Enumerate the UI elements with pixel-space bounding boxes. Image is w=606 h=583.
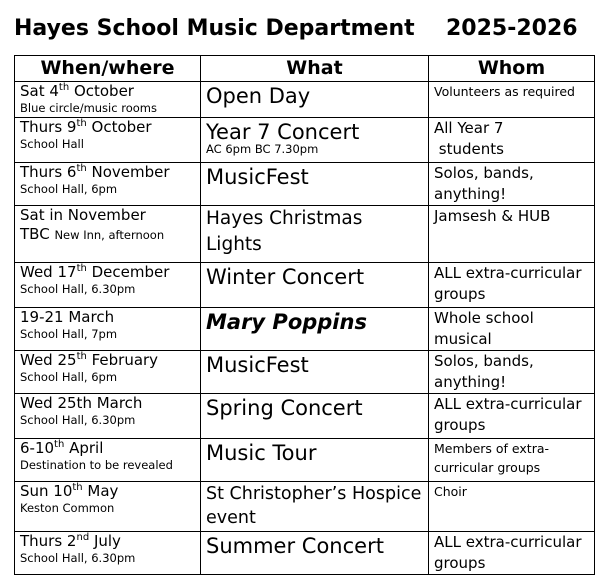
event-location: School Hall, 6pm (20, 182, 118, 196)
when-cell (15, 263, 201, 308)
when-cell (15, 163, 201, 206)
column-header-whom: Whom (429, 56, 595, 82)
event-date: Thurs 6th November (20, 163, 170, 181)
event-name: Year 7 Concert (206, 120, 360, 144)
when-cell (15, 482, 201, 532)
event-date: Sun 10th May (20, 482, 119, 500)
when-cell (15, 394, 201, 439)
event-location: School Hall, 7pm (20, 327, 118, 341)
event-audience: Solos, bands, anything! (434, 352, 534, 391)
event-location: School Hall, 6pm (20, 370, 118, 384)
page-title (14, 12, 594, 46)
event-location: School Hall, 6.30pm (20, 282, 136, 296)
event-date: Wed 25th March (20, 394, 143, 412)
when-cell (15, 206, 201, 263)
event-date: 6-10th April (20, 439, 104, 457)
what-cell (201, 163, 429, 206)
table-row (15, 439, 595, 482)
event-location: School Hall, 6.30pm (20, 551, 136, 565)
event-name: Mary Poppins (206, 310, 367, 334)
table-row (15, 308, 595, 351)
what-cell (201, 118, 429, 163)
table-row (15, 118, 595, 163)
whom-cell (429, 118, 595, 163)
table-row (15, 206, 595, 263)
header-row (15, 56, 595, 82)
event-date: Sat 4th October (20, 82, 134, 100)
whom-cell (429, 308, 595, 351)
when-cell (15, 82, 201, 118)
event-audience: All Year 7 students (434, 119, 504, 158)
event-location: Destination to be revealed (20, 458, 173, 472)
table-row (15, 482, 595, 532)
event-location: Blue circle/music rooms (20, 101, 157, 115)
column-header-when: When/where (15, 56, 201, 82)
event-date: Wed 25th February (20, 351, 159, 369)
event-date: Wed 17th December (20, 263, 170, 281)
event-date: Thurs 9th October (20, 118, 152, 136)
event-name: Open Day (206, 84, 311, 108)
what-cell (201, 394, 429, 439)
what-cell (201, 82, 429, 118)
event-name: Winter Concert (206, 265, 365, 289)
event-audience: Whole school musical (434, 309, 534, 348)
whom-cell (429, 532, 595, 575)
what-cell (201, 206, 429, 263)
whom-cell (429, 263, 595, 308)
event-date: 19-21 March (20, 308, 115, 326)
event-name: Spring Concert (206, 396, 363, 420)
schedule-table (14, 55, 595, 575)
event-audience: Jamsesh & HUB (434, 207, 551, 225)
table-row (15, 263, 595, 308)
event-audience: ALL extra-curricular groups (434, 533, 582, 572)
event-audience: Choir (434, 484, 467, 499)
column-header-what: What (201, 56, 429, 82)
event-name: Music Tour (206, 441, 317, 465)
event-location: Keston Common (20, 501, 115, 515)
event-name: MusicFest (206, 353, 309, 377)
whom-cell (429, 482, 595, 532)
what-cell (201, 532, 429, 575)
what-cell (201, 351, 429, 394)
what-cell (201, 308, 429, 351)
when-cell (15, 118, 201, 163)
whom-cell (429, 439, 595, 482)
event-audience: Volunteers as required (434, 84, 575, 99)
event-times: AC 6pm BC 7.30pm (206, 142, 319, 156)
what-cell (201, 263, 429, 308)
event-name: Hayes Christmas Lights (206, 208, 363, 255)
event-location: TBC New Inn, afternoon (20, 225, 165, 243)
table-row (15, 351, 595, 394)
whom-cell (429, 206, 595, 263)
event-location: School Hall (20, 137, 84, 151)
table-row (15, 163, 595, 206)
department-title: Hayes School Music Department (14, 16, 415, 41)
academic-year: 2025-2026 (446, 16, 578, 41)
when-cell (15, 439, 201, 482)
table-row (15, 394, 595, 439)
when-cell (15, 532, 201, 575)
event-location: School Hall, 6.30pm (20, 413, 136, 427)
event-date: Thurs 2nd July (20, 532, 121, 550)
whom-cell (429, 163, 595, 206)
what-cell (201, 439, 429, 482)
table-row (15, 82, 595, 118)
event-name: St Christopher’s Hospice event (206, 484, 422, 528)
event-audience: ALL extra-curricular groups (434, 264, 582, 303)
event-name: Summer Concert (206, 534, 384, 558)
event-date: Sat in November (20, 206, 146, 224)
event-audience: Solos, bands, anything! (434, 164, 534, 203)
event-audience: Members of extra-curricular groups (434, 441, 550, 475)
whom-cell (429, 394, 595, 439)
when-cell (15, 351, 201, 394)
whom-cell (429, 351, 595, 394)
when-cell (15, 308, 201, 351)
table-row (15, 532, 595, 575)
event-audience: ALL extra-curricular groups (434, 395, 582, 434)
what-cell (201, 482, 429, 532)
event-name: MusicFest (206, 165, 309, 189)
whom-cell (429, 82, 595, 118)
